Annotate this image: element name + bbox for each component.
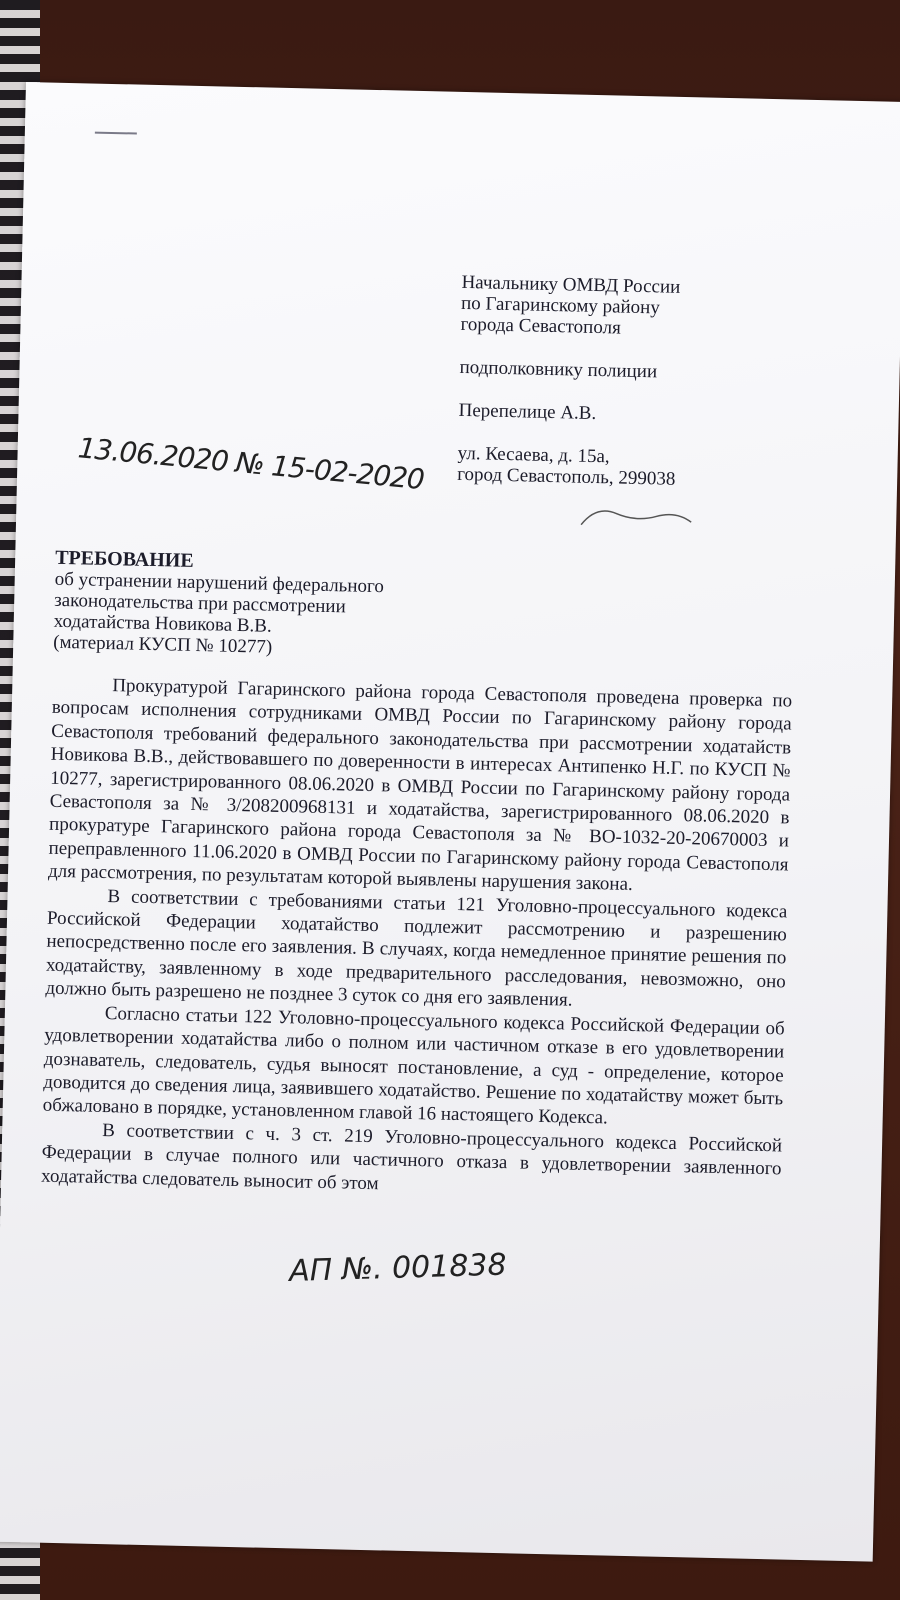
paragraph-3: Согласно статьи 122 Уголовно-процессуального кодекса Российской Федерации об удовлетворении ходатайства либо о полном или частичном отказе в его удовлетворении дознаватель, следователь, судья выносят постановление, а суд - определение, которое доводится до сведения лица, заявившего ходатайство. Решение по ходатайству может быть обжаловано в порядке, установленном главой 16 настоящего Кодекса.	[42, 1002, 785, 1129]
pencil-mark	[95, 132, 137, 135]
document-title: ТРЕБОВАНИЕ	[54, 546, 194, 572]
title-sub-4: (материал КУСП № 10277)	[53, 631, 273, 658]
addressee-address-2: город Севастополь, 299038	[456, 463, 676, 490]
addressee-rank: подполковнику полиции	[459, 356, 658, 383]
handwritten-number: АП №. 001838	[288, 1247, 508, 1289]
document-body	[41, 673, 792, 1205]
paragraph-4: В соответствии с ч. 3 ст. 219 Уголовно-процессуального кодекса Российской Федерации в случае полного или частичного отказа в удовлетворении заявленного ходатайства следователь выносит об этом	[40, 1119, 783, 1194]
title-sub-1: об устранении нарушений федерального	[54, 568, 385, 598]
document-title-block	[53, 548, 485, 663]
document-page	[0, 82, 900, 1562]
handwritten-date: 13.06.2020 № 15-02-2020	[76, 431, 426, 497]
title-sub-2: законодательства при рассмотрении	[54, 589, 347, 618]
document-content	[26, 82, 900, 1289]
paragraph-2: В соответствии с требованиями статьи 121 Уголовно-процессуального кодекса Российской Федерации ходатайство подлежит рассмотрению и разрешению непосредственно после его заявления. В случаях, когда немедленное принятие решения по ходатайству, заявленному в ходе предварительного расследования, невозможно, оно должно быть разрешено не позднее 3 суток со дня его заявления.	[45, 885, 788, 1011]
addressee-block	[457, 272, 762, 492]
handwritten-scribble	[576, 495, 697, 538]
addressee-line-1: Начальнику ОМВД России	[461, 271, 681, 298]
paragraph-1: Прокуратурой Гагаринского района города Севастополя проведена проверка по вопросам исполнения сотрудниками ОМВД России по Гагаринскому району города Севастополя требований федерального законодательства при рассмотрении ходатайств Новикова В.В., действовавшего по доверенности в интересах Антипенко Н.Г. по КУСП № 10277, зарегистрированного 08.06.2020 в ОМВД России по Гагаринскому району города Севастополя за № 3/208200968131 и ходатайства, зарегистрированного 08.06.2020 в прокуратуре Гагаринского района города Севастополя за № ВО-1032-20-20670003 и переправленного 11.06.2020 в ОМВД России по Гагаринскому району города Севастополя для рассмотрения, по результатам которой выявлены нарушения закона.	[47, 675, 793, 896]
addressee-line-3: города Севастополя	[460, 313, 622, 339]
title-sub-3: ходатайства Новикова В.В.	[53, 610, 272, 637]
addressee-line-2: по Гагаринскому району	[460, 292, 661, 319]
addressee-address-1: ул. Кесаева, д. 15а,	[457, 442, 610, 468]
addressee-name: Перепелице А.В.	[458, 399, 597, 425]
